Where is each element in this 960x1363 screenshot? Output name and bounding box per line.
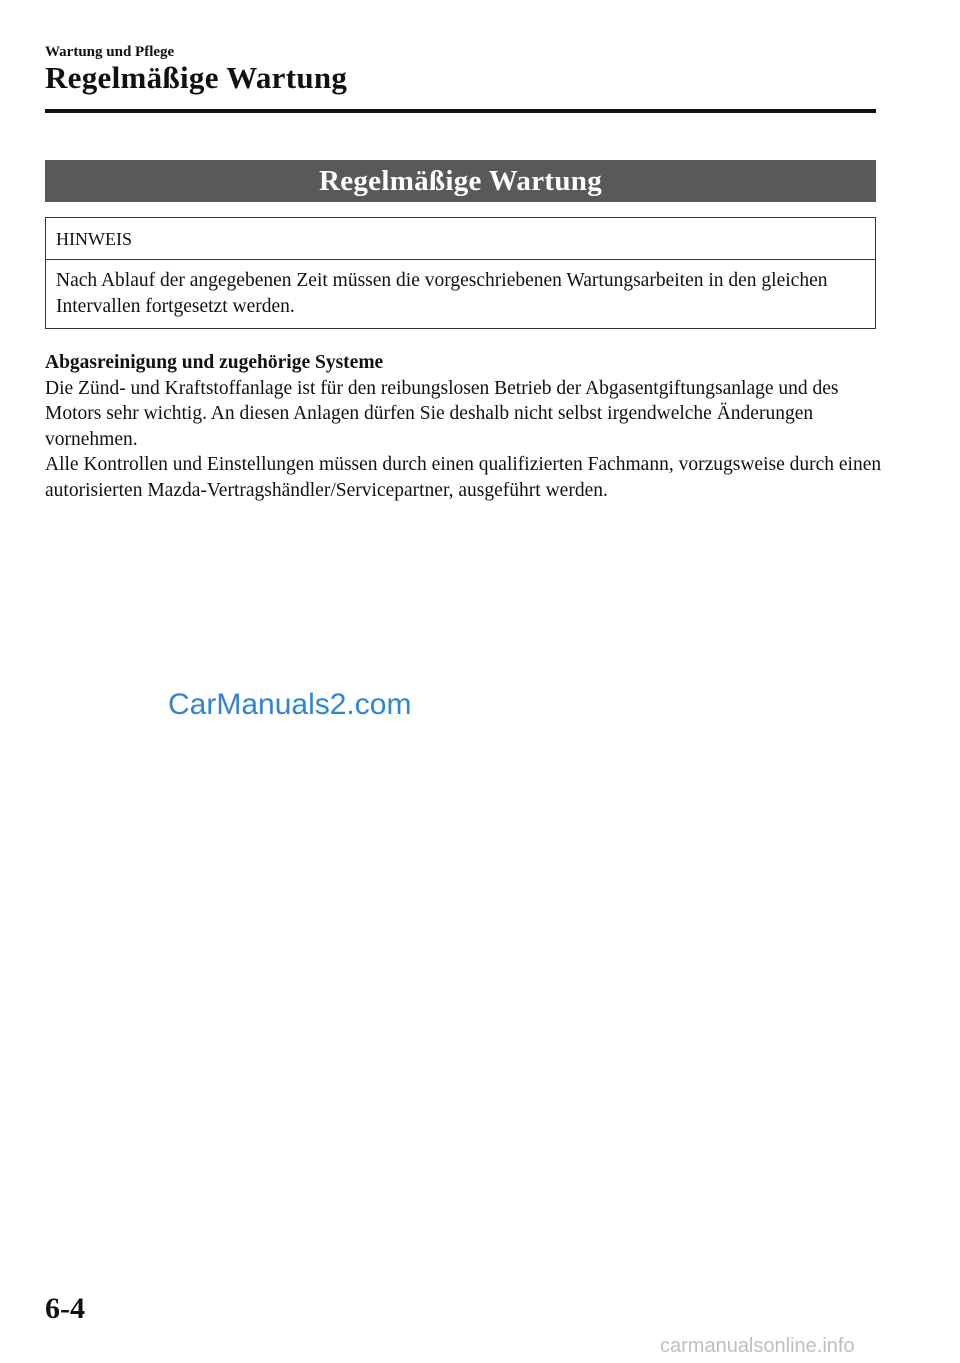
note-title: HINWEIS [46, 218, 875, 260]
body-paragraph-1: Die Zünd- und Kraftstoffanlage ist für den reibungslosen Betrieb der Abgasentgiftungsanlage und des Motors sehr wichtig. An diesen Anlagen dürfen Sie deshalb nicht selbst irgendwelche Änderungen vornehmen. [45, 377, 839, 450]
section-banner: Regelmäßige Wartung [45, 160, 876, 202]
note-box [45, 217, 876, 329]
page-number: 6-4 [45, 1292, 85, 1325]
watermark-bottom: carmanualsonline.info [660, 1335, 855, 1357]
heading-divider [45, 109, 876, 113]
page-title: Regelmäßige Wartung [45, 60, 348, 95]
chapter-label: Wartung und Pflege [45, 44, 175, 60]
note-text: Nach Ablauf der angegebenen Zeit müssen die vorgeschriebenen Wartungsarbeiten in den gleichen Intervallen fortgesetzt werden. [56, 270, 828, 317]
watermark-top: CarManuals2.com [168, 688, 412, 721]
subsection-heading: Abgasreinigung und zugehörige Systeme [45, 352, 384, 373]
body-content [45, 350, 885, 503]
body-paragraph-2: Alle Kontrollen und Einstellungen müssen durch einen qualifizierten Fachmann, vorzugsweise durch einen autorisierten Mazda-Vertragshändler/Servicepartner, ausgeführt werden. [45, 454, 882, 501]
